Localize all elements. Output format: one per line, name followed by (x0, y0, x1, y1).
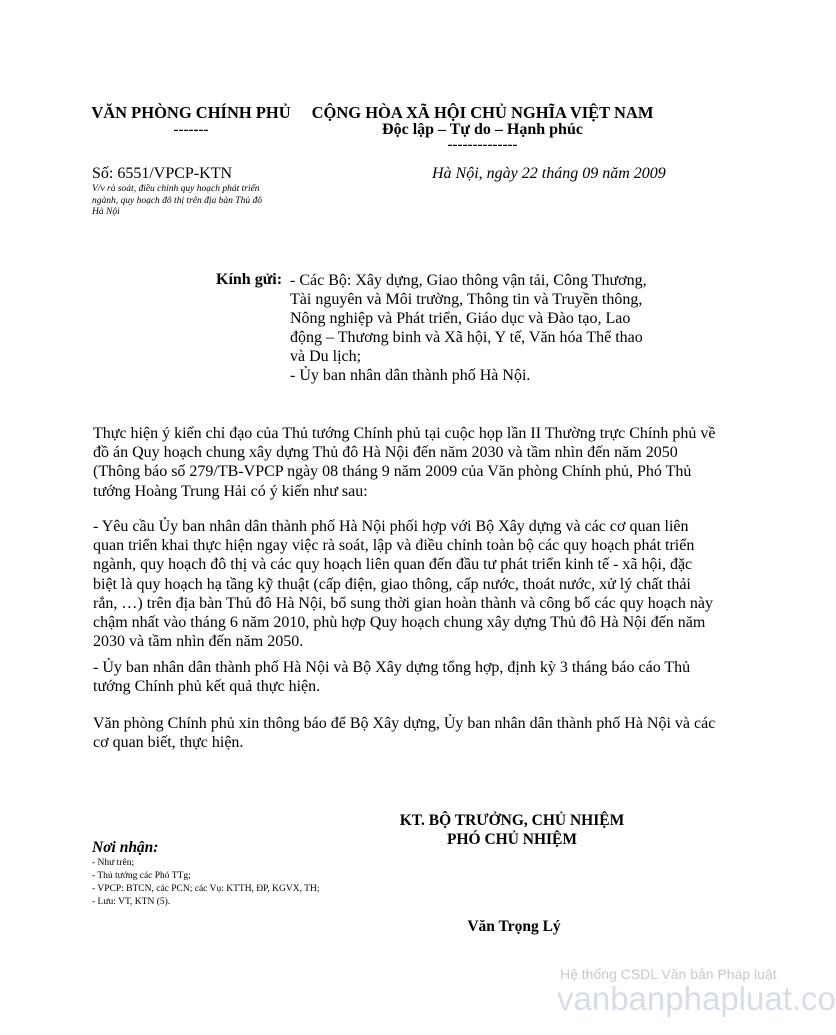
national-motto: Độc lập – Tự do – Hạnh phúc (382, 121, 583, 138)
text-line: chậm nhất vào tháng 6 năm 2010, phù hợp Quy hoạch chung xây dựng Thủ đô Hà Nội đến năm (93, 614, 706, 632)
subject-line: ngành, quy hoạch đô thị trên địa bàn Thủ đô (92, 195, 262, 206)
signer-name: Văn Trọng Lý (467, 918, 561, 935)
agency-divider: ------- (173, 122, 209, 138)
text-line: quan triển khai thực hiện ngay việc rà soát, lập và điều chỉnh toàn bộ các quy hoạch phát triển (93, 537, 695, 555)
text-line: - Ủy ban nhân dân thành phố Hà Nội và Bộ Xây dựng tổng hợp, định kỳ 3 tháng báo cáo Thủ (93, 659, 691, 676)
distribution-item: - Thủ tướng các Phó TTg; (92, 871, 191, 881)
body-paragraph-intro (93, 424, 718, 501)
issuing-agency: VĂN PHÒNG CHÍNH PHỦ (91, 103, 291, 122)
body-paragraph-closing (93, 714, 718, 752)
text-line: rắn, …) trên địa bàn Thủ đô Hà Nội, bổ sung thời gian hoàn thành và công bố các quy hoạch này (93, 594, 714, 612)
subject-line: V/v rà soát, điều chỉnh quy hoạch phát triển (92, 184, 260, 194)
national-title: CỘNG HÒA XÃ HỘI CHỦ NGHĨA VIỆT NAM (311, 103, 654, 122)
signature-title-line: PHÓ CHỦ NHIỆM (446, 831, 578, 848)
text-line: biệt là quy hoạch hạ tầng kỹ thuật (cấp điện, giao thông, cấp nước, thoát nước, xử lý chất thải (93, 575, 691, 593)
recipient-label: Kính gửi: (216, 271, 283, 288)
watermark-caption: Hệ thống CSDL Văn bản Pháp luật (560, 966, 777, 982)
text-line: cơ quan biết, thực hiện. (93, 734, 244, 752)
text-line: (Thông báo số 279/TB-VPCP ngày 08 tháng 9 năm 2009 của Văn phòng Chính phủ, Phó Thủ (93, 463, 692, 481)
text-line: ngành, quy hoạch đô thị và các quy hoạch liên quan đến đầu tư phát triển kinh tế - xã hội, đặc (93, 556, 693, 574)
text-line: tướng Hoàng Trung Hải có ý kiến như sau: (93, 482, 368, 500)
motto-divider: -------------- (447, 137, 518, 153)
body-paragraph-reporting (93, 658, 718, 696)
distribution-item: - Lưu: VT, KTN (5). (92, 897, 171, 907)
recipient-line: Tài nguyên và Môi trường, Thông tin và Truyền thông, (290, 291, 643, 308)
recipient-line: Nông nghiệp và Phát triển, Giáo dục và Đào tạo, Lao (290, 310, 631, 327)
text-line: - Yêu cầu Ủy ban nhân dân thành phố Hà Nội phối hợp với Bộ Xây dựng và các cơ quan liên (93, 518, 689, 535)
watermark-site: vanbanphapluat.co (557, 980, 836, 1017)
distribution-item: - Như trên; (92, 858, 135, 868)
recipient-list (290, 271, 662, 385)
recipient-line: - Các Bộ: Xây dựng, Giao thông vận tải, Công Thương, (290, 272, 647, 289)
subject-line: Hà Nội (92, 207, 120, 217)
body-paragraph-request (93, 517, 718, 651)
signature-title (378, 811, 646, 849)
recipient-line: và Du lịch; (290, 348, 362, 365)
text-line: 2030 và tầm nhìn đến năm 2050. (93, 633, 304, 651)
distribution-list (92, 857, 319, 909)
document-subject (92, 184, 292, 219)
text-line: tướng Chính phủ kết quả thực hiện. (93, 678, 321, 696)
text-line: đồ án Quy hoạch chung xây dựng Thủ đô Hà Nội đến năm 2030 và tầm nhìn đến năm 2050 (93, 444, 678, 462)
distribution-title: Nơi nhận: (92, 839, 159, 856)
recipient-line: - Ủy ban nhân dân thành phố Hà Nội. (290, 367, 531, 384)
document-number: Số: 6551/VPCP-KTN (92, 165, 233, 182)
signature-title-line: KT. BỘ TRƯỞNG, CHỦ NHIỆM (399, 812, 625, 829)
distribution-item: - VPCP: BTCN, các PCN; các Vụ: KTTH, ĐP, KGVX, TH; (92, 884, 320, 894)
text-line: Thực hiện ý kiến chỉ đạo của Thủ tướng Chính phủ tại cuộc họp lần II Thường trực Chính phủ về (93, 425, 716, 442)
text-line: Văn phòng Chính phủ xin thông báo để Bộ Xây dựng, Ủy ban nhân dân thành phố Hà Nội và các (93, 715, 716, 732)
place-and-date: Hà Nội, ngày 22 tháng 09 năm 2009 (432, 165, 666, 182)
recipient-line: động – Thương binh và Xã hội, Y tế, Văn hóa Thể thao (290, 329, 643, 346)
